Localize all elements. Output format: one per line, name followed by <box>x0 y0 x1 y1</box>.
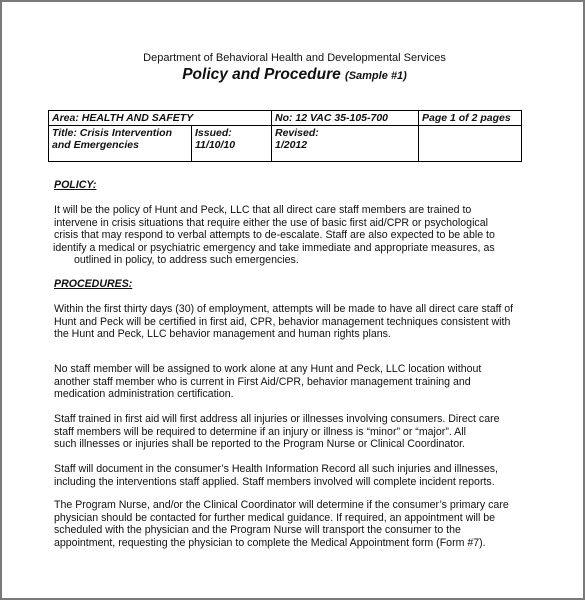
procedure-paragraph-2: No staff member will be assigned to work alone at any Hunt and Peck, LLC location without another staff member who is current in First Aid/CPR, behavior management training and medication administration certification. <box>54 363 482 401</box>
page-count-cell: Page 1 of 2 pages <box>419 111 522 126</box>
department-name: Department of Behavioral Health and Developmental Services <box>143 52 446 64</box>
revised-cell: Revised: 1/2012 <box>272 126 419 162</box>
procedures-heading: PROCEDURES: <box>54 278 133 290</box>
procedure-paragraph-5: The Program Nurse, and/or the Clinical Coordinator will determine if the consumer’s primary care physician should be contacted for further medical guidance. If required, an appointment will be scheduled with the physician and the Program Nurse will transport the consumer to the appointment, requesting the physician to complete the Medical Appointment form (Form #7). <box>54 499 509 549</box>
policy-paragraph: It will be the policy of Hunt and Peck, LLC that all direct care staff members are trained to intervene in crisis situations that require either the use of basic first aid/CPR or psychological crisis that may respond to verbal attempts to de-escalate. Staff are also expected to be able to identify a medical or psychiatric emergency and take immediate and appropriate measures, as outlined in policy, to address such emergencies. <box>53 204 495 267</box>
policy-heading: POLICY: <box>54 179 97 191</box>
procedure-paragraph-4: Staff will document in the consumer’s Health Information Record all such injuries and illnesses, including the interventions staff applied. Staff members involved will complete incident reports. <box>54 463 498 488</box>
issued-cell: Issued: 11/10/10 <box>192 126 272 162</box>
procedure-paragraph-1: Within the first thirty days (30) of employment, attempts will be made to have all direct care staff of Hunt and Peck will be certified in first aid, CPR, behavior management techniques consistent with the Hunt and Peck, LLC behavior management and human rights plans. <box>54 303 514 341</box>
number-cell: No: 12 VAC 35-105-700 <box>272 111 419 126</box>
title-cell: Title: Crisis Intervention and Emergencies <box>49 126 192 162</box>
document-title <box>2 66 585 84</box>
policy-info-table <box>48 110 522 162</box>
blank-cell <box>419 126 522 162</box>
title-text: Policy and Procedure <box>182 66 341 83</box>
sample-label: (Sample #1) <box>345 70 407 82</box>
procedure-paragraph-3: Staff trained in first aid will first address all injuries or illnesses involving consumers. Direct care staff members will be required to determine if an injury or illness is “minor” or “major”. All such illnesses or injuries shall be reported to the Program Nurse or Clinical Coordinator. <box>54 413 500 451</box>
area-cell: Area: HEALTH AND SAFETY <box>49 111 272 126</box>
